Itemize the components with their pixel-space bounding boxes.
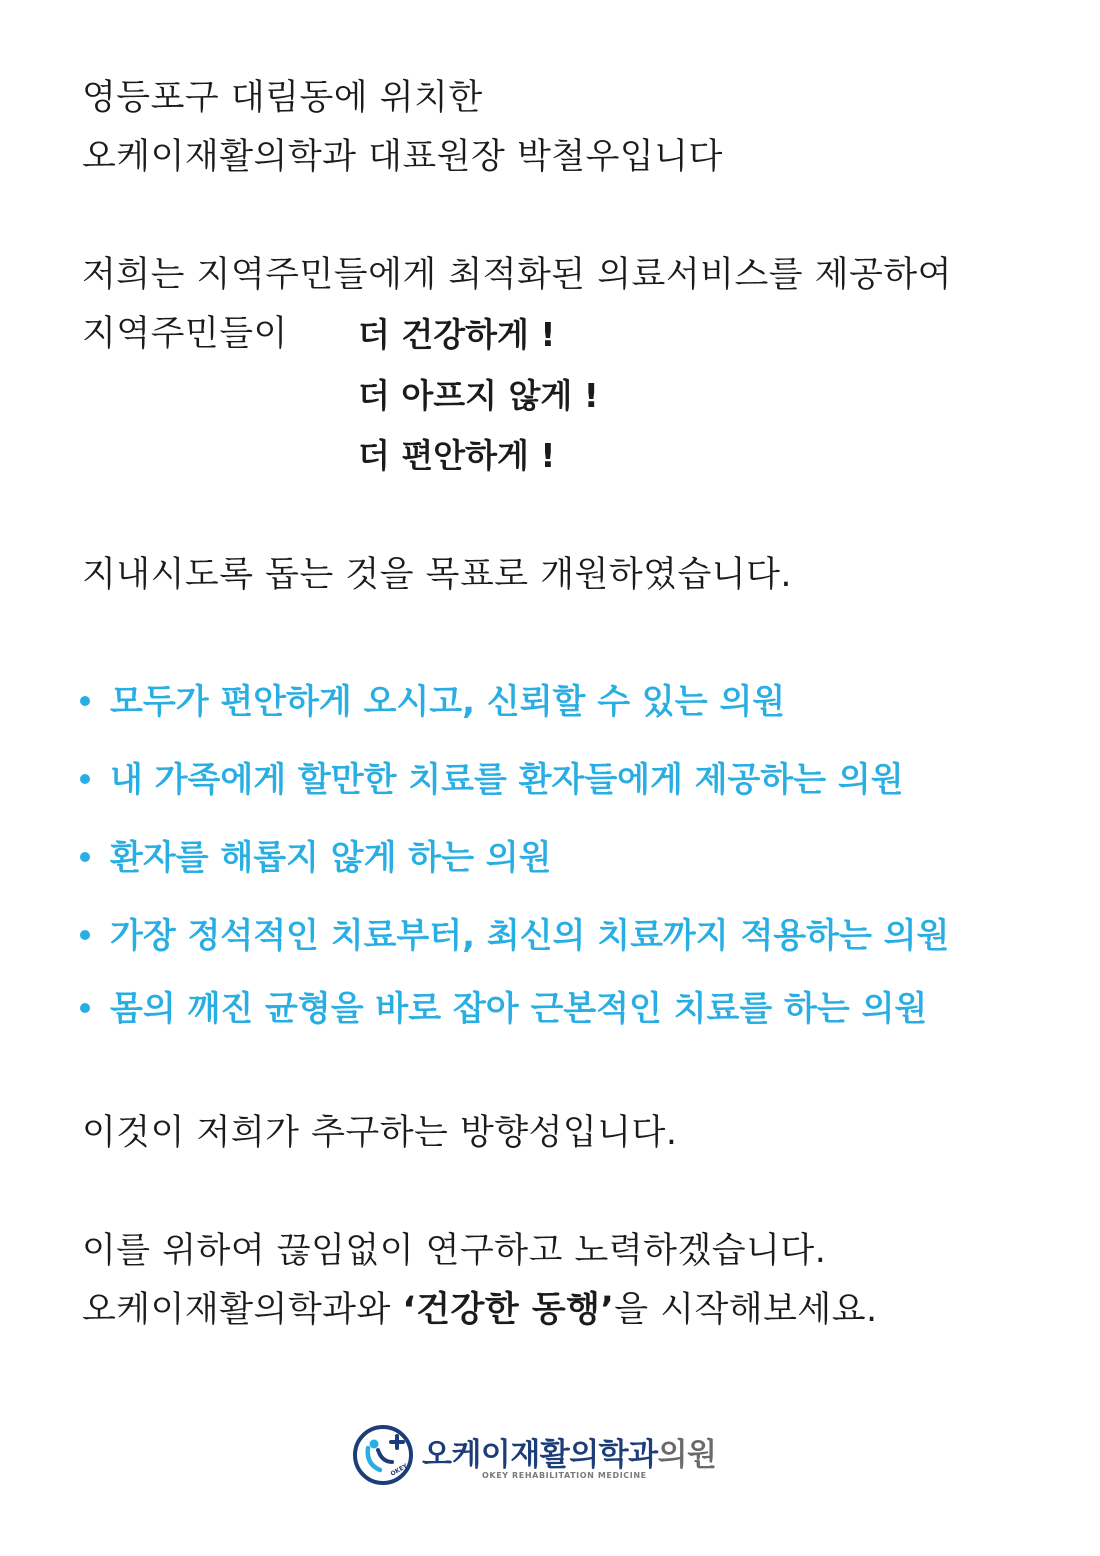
bullet-dot-icon bbox=[80, 930, 90, 940]
emphasis-more-comfortable: 더 편안하게 ! bbox=[358, 436, 556, 475]
intro-line-2: 오케이재활의학과 대표원장 박철우입니다 bbox=[82, 137, 723, 177]
emphasis-healthier: 더 건강하게 ! bbox=[358, 315, 556, 354]
bullet-dot-icon bbox=[80, 1003, 90, 1013]
list-item: 내 가족에게 할만한 치료를 환자들에게 제공하는 의원 bbox=[80, 758, 904, 802]
bullet-dot-icon bbox=[80, 774, 90, 784]
direction-statement: 이것이 저희가 추구하는 방향성입니다. bbox=[82, 1113, 678, 1153]
list-item: 몸의 깨진 균형을 바로 잡아 근본적인 치료를 하는 의원 bbox=[80, 987, 927, 1031]
mission-lead: 지역주민들이 bbox=[82, 314, 288, 354]
healthy-companionship-phrase: ‘건강한 동행’ bbox=[402, 1290, 615, 1330]
clinic-english-name: OKEY REHABILITATION MEDICINE bbox=[482, 1471, 647, 1480]
intro-line-1: 영등포구 대림동에 위치한 bbox=[82, 78, 483, 118]
emphasis-less-pain: 더 아프지 않게 ! bbox=[358, 376, 599, 415]
clinic-logo bbox=[352, 1424, 752, 1488]
clinic-name: 오케이재활의학과의원 bbox=[422, 1437, 717, 1473]
list-item: 가장 정석적인 치료부터, 최신의 치료까지 적용하는 의원 bbox=[80, 914, 949, 958]
outro-line-2: 오케이재활의학과와 ‘건강한 동행’을 시작해보세요. bbox=[82, 1290, 878, 1330]
bullet-dot-icon bbox=[80, 852, 90, 862]
mission-line-1: 저희는 지역주민들에게 최적화된 의료서비스를 제공하여 bbox=[82, 255, 952, 295]
list-item: 환자를 해롭지 않게 하는 의원 bbox=[80, 836, 551, 880]
logo-mark-text: OKEY bbox=[389, 1462, 409, 1478]
list-item: 모두가 편안하게 오시고, 신뢰할 수 있는 의원 bbox=[80, 680, 785, 724]
bullet-dot-icon bbox=[80, 696, 90, 706]
mission-closing: 지내시도록 돕는 것을 목표로 개원하였습니다. bbox=[82, 555, 793, 595]
outro-line-1: 이를 위하여 끊임없이 연구하고 노력하겠습니다. bbox=[82, 1231, 827, 1271]
clinic-logo-mark-icon bbox=[352, 1424, 414, 1486]
